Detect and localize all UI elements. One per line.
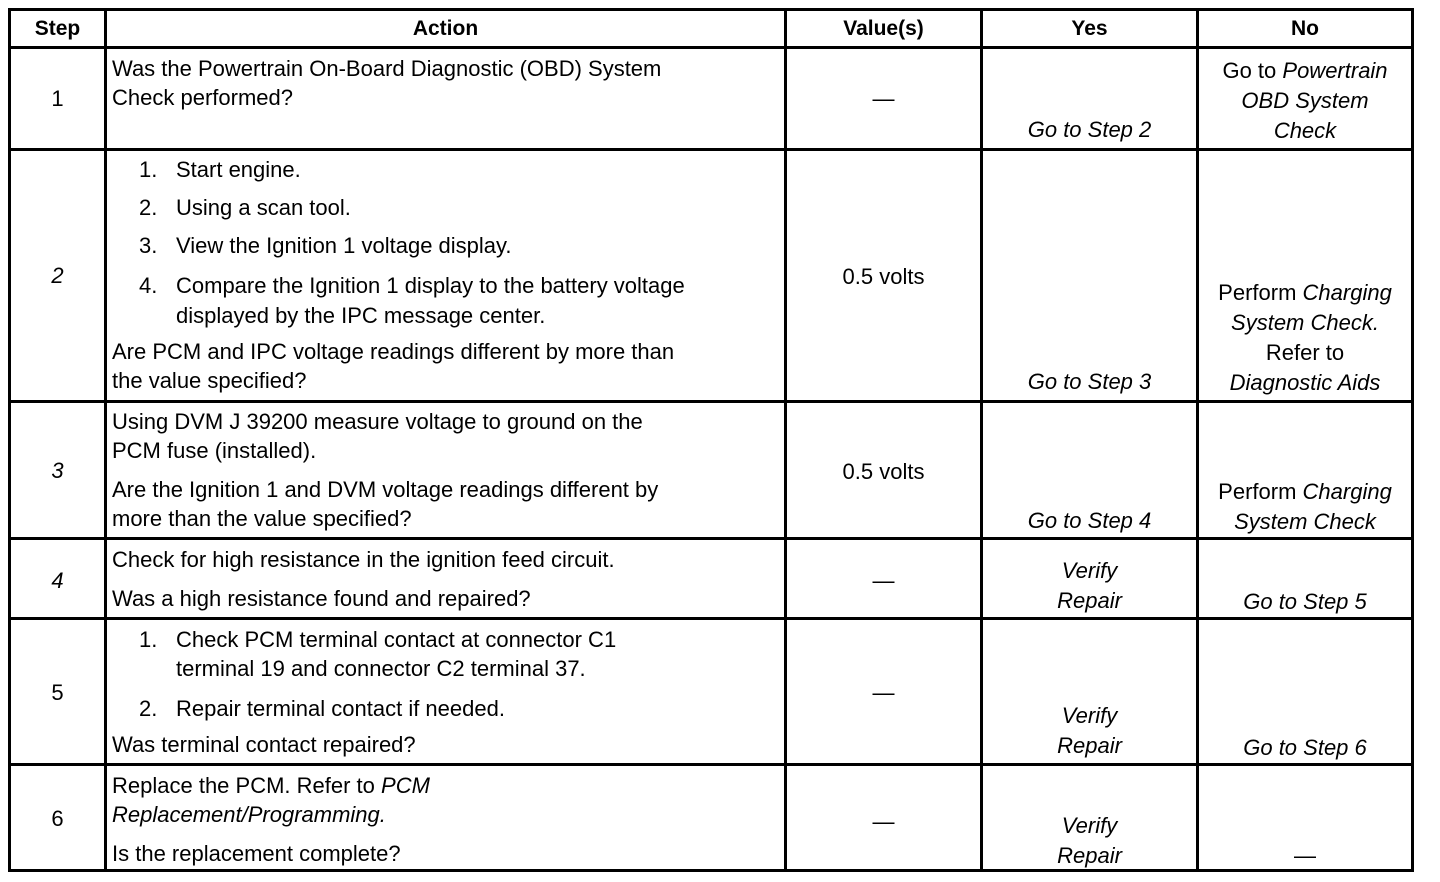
no-action: Diagnostic Aids	[1229, 370, 1381, 395]
list-number: 2.	[139, 195, 158, 220]
list-number: 1.	[139, 627, 158, 652]
question-text: more than the value specified?	[112, 506, 412, 531]
row-divider	[11, 537, 1411, 540]
yes-action: Verify	[1061, 813, 1118, 838]
header-step: Step	[34, 17, 81, 40]
question-text: Is the replacement complete?	[112, 841, 401, 866]
yes-action: Repair	[1057, 733, 1122, 758]
yes-action: Go to Step 3	[1027, 369, 1152, 394]
question-text: Was a high resistance found and repaired?	[112, 586, 531, 611]
no-action: Go to Powertrain	[1222, 58, 1388, 83]
yes-action: Go to Step 2	[1027, 117, 1152, 142]
row-divider	[11, 46, 1411, 49]
list-number: 1.	[139, 157, 158, 182]
row-divider	[11, 617, 1411, 620]
value-dash: —	[872, 680, 895, 705]
list-text: View the Ignition 1 voltage display.	[176, 233, 512, 258]
yes-action: Repair	[1057, 843, 1122, 868]
list-text: Compare the Ignition 1 display to the battery voltage	[176, 273, 685, 298]
col-divider	[104, 11, 107, 869]
list-text: Repair terminal contact if needed.	[176, 696, 505, 721]
no-action: Check	[1273, 118, 1337, 143]
row-divider	[11, 400, 1411, 403]
col-divider	[784, 11, 787, 869]
list-number: 4.	[139, 273, 158, 298]
yes-action: Repair	[1057, 588, 1122, 613]
no-action: System Check	[1234, 509, 1376, 534]
no-action: Perform Charging	[1218, 479, 1392, 504]
list-text: displayed by the IPC message center.	[176, 303, 546, 328]
step-number: 3	[51, 458, 64, 483]
action-text: Check performed?	[112, 85, 293, 110]
no-action: OBD System	[1241, 88, 1369, 113]
no-action: System Check.	[1231, 310, 1379, 335]
question-text: Are the Ignition 1 and DVM voltage readings different by	[112, 477, 659, 502]
value-text: 0.5 volts	[842, 264, 925, 289]
question-text: the value specified?	[112, 368, 307, 393]
step-number: 1	[51, 86, 64, 111]
header-yes: Yes	[1071, 17, 1108, 40]
value-dash: —	[872, 568, 895, 593]
question-text: Are PCM and IPC voltage readings different by more than	[112, 339, 675, 364]
step-number: 2	[51, 263, 64, 288]
step-number: 5	[51, 680, 64, 705]
value-text: 0.5 volts	[842, 459, 925, 484]
action-text: Was the Powertrain On-Board Diagnostic (OBD) System	[112, 56, 662, 81]
action-text: Check for high resistance in the ignition feed circuit.	[112, 547, 615, 572]
no-dash: —	[1294, 843, 1316, 868]
yes-action: Verify	[1061, 558, 1118, 583]
no-action: Perform Charging	[1218, 280, 1392, 305]
list-text: terminal 19 and connector C2 terminal 37.	[176, 656, 586, 681]
header-action: Action	[412, 17, 479, 40]
row-divider	[11, 148, 1411, 151]
yes-action: Verify	[1061, 703, 1118, 728]
action-text: PCM fuse (installed).	[112, 438, 317, 463]
diagnostic-table	[8, 8, 1414, 872]
yes-action: Go to Step 4	[1027, 508, 1152, 533]
no-action: Go to Step 6	[1243, 735, 1367, 760]
list-number: 3.	[139, 233, 158, 258]
action-text: Using DVM J 39200 measure voltage to ground on the	[112, 409, 643, 434]
value-dash: —	[872, 809, 895, 834]
action-text: Replace the PCM. Refer to PCM	[112, 773, 430, 798]
value-dash: —	[872, 86, 895, 111]
header-no: No	[1291, 17, 1319, 40]
question-text: Was terminal contact repaired?	[112, 732, 416, 757]
no-action: Go to Step 5	[1243, 589, 1367, 614]
list-text: Start engine.	[176, 157, 301, 182]
row-divider	[11, 763, 1411, 766]
step-number: 6	[51, 806, 64, 831]
no-action: Refer to	[1265, 340, 1345, 365]
list-text: Check PCM terminal contact at connector C1	[176, 627, 617, 652]
list-number: 2.	[139, 696, 158, 721]
action-text: Replacement/Programming.	[112, 802, 386, 827]
step-number: 4	[51, 568, 64, 593]
list-text: Using a scan tool.	[176, 195, 351, 220]
header-values: Value(s)	[843, 17, 924, 40]
